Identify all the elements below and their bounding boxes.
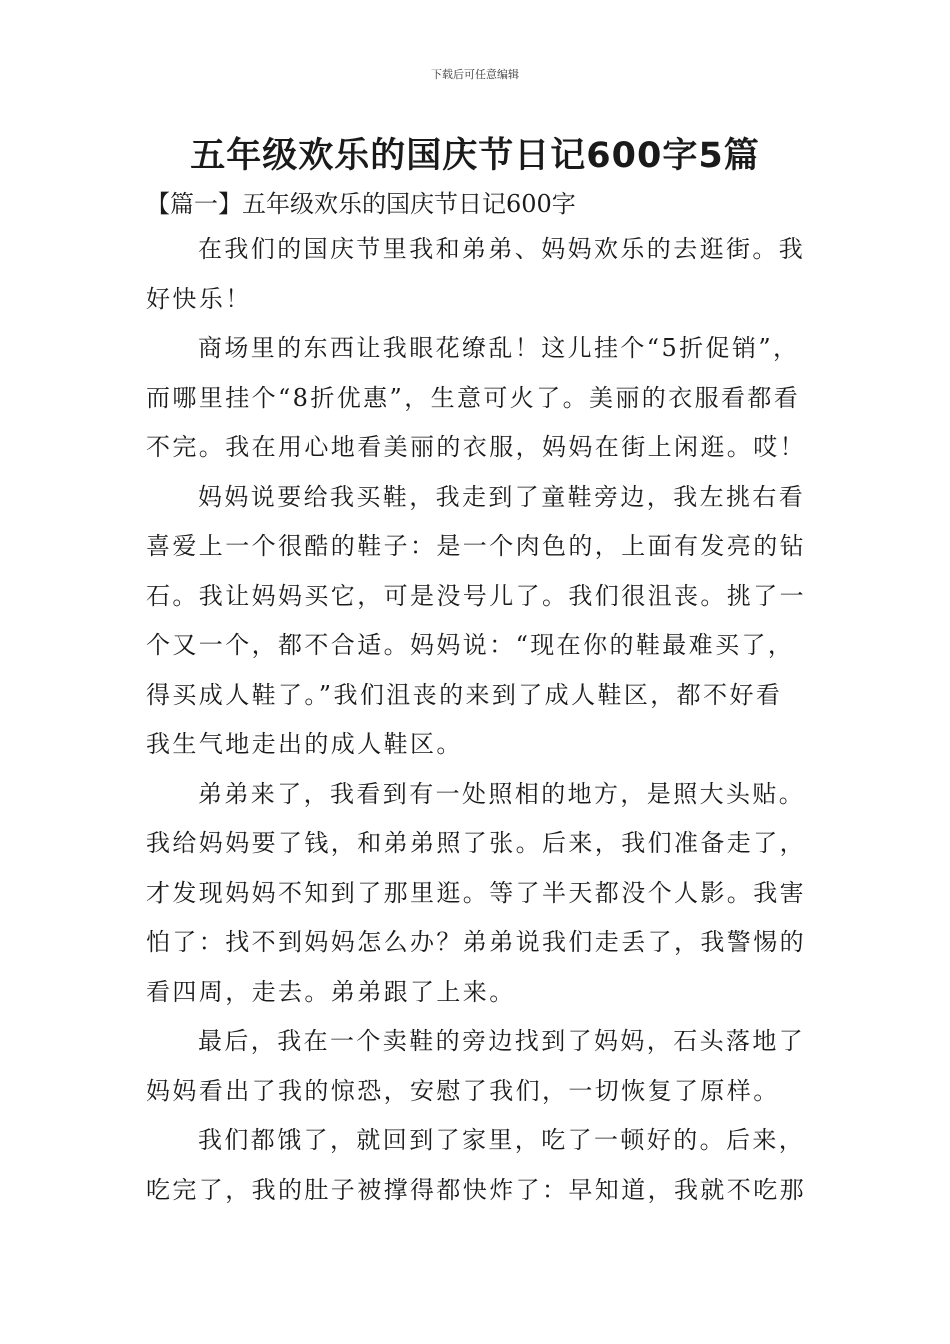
- header-note: 下载后可任意编辑: [431, 68, 519, 81]
- paragraph: [146, 473, 806, 770]
- paragraph-line: 我们都饿了，就回到了家里，吃了一顿好的。后来，: [198, 1126, 806, 1154]
- paragraph-line: 不完。我在用心地看美丽的衣服，妈妈在街上闲逛。哎！: [146, 433, 806, 461]
- paragraph-line: 在我们的国庆节里我和弟弟、妈妈欢乐的去逛街。我: [198, 235, 806, 263]
- paragraph: [146, 324, 806, 473]
- paragraph: [146, 225, 806, 324]
- paragraph-line: 吃完了，我的肚子被撑得都快炸了：早知道，我就不吃那: [146, 1175, 806, 1204]
- paragraph-line: 石。我让妈妈买它，可是没号儿了。我们很沮丧。挑了一: [146, 581, 806, 610]
- paragraph-line: 看四周，走去。弟弟跟了上来。: [146, 977, 516, 1006]
- paragraph-line: 商场里的东西让我眼花缭乱！这儿挂个“5折促销”，: [198, 334, 800, 362]
- paragraph-line: 妈妈说要给我买鞋，我走到了童鞋旁边，我左挑右看: [198, 482, 806, 511]
- paragraph-line: 而哪里挂个“8折优惠”，生意可火了。美丽的衣服看都看: [146, 383, 801, 412]
- paragraph-line: 弟弟来了，我看到有一处照相的地方，是照大头贴。: [198, 779, 806, 808]
- paragraph-line: 我生气地走出的成人鞋区。: [146, 730, 463, 758]
- document-body: [146, 225, 806, 1215]
- paragraph: [146, 770, 806, 1018]
- paragraph-line: 得买成人鞋了。”我们沮丧的来到了成人鞋区，都不好看: [146, 680, 783, 709]
- document-title: 五年级欢乐的国庆节日记600字5篇: [190, 136, 760, 176]
- paragraph-line: 妈妈看出了我的惊恐，安慰了我们，一切恢复了原样。: [146, 1076, 780, 1105]
- paragraph-line: 最后，我在一个卖鞋的旁边找到了妈妈，石头落地了: [198, 1027, 806, 1055]
- paragraph-line: 才发现妈妈不知到了那里逛。等了半天都没个人影。我害: [146, 878, 806, 907]
- section-heading: 【篇一】五年级欢乐的国庆节日记600字: [146, 190, 576, 218]
- paragraph: [146, 1116, 806, 1215]
- paragraph: [146, 1017, 806, 1116]
- paragraph-line: 怕了：找不到妈妈怎么办？弟弟说我们走丢了，我警惕的: [146, 928, 806, 956]
- paragraph-line: 喜爱上一个很酷的鞋子：是一个肉色的，上面有发亮的钻: [146, 532, 806, 560]
- paragraph-line: 我给妈妈要了钱，和弟弟照了张。后来，我们准备走了，: [146, 829, 806, 857]
- paragraph-line: 个又一个，都不合适。妈妈说：“现在你的鞋最难买了，: [146, 631, 795, 659]
- paragraph-line: 好快乐！: [146, 284, 252, 313]
